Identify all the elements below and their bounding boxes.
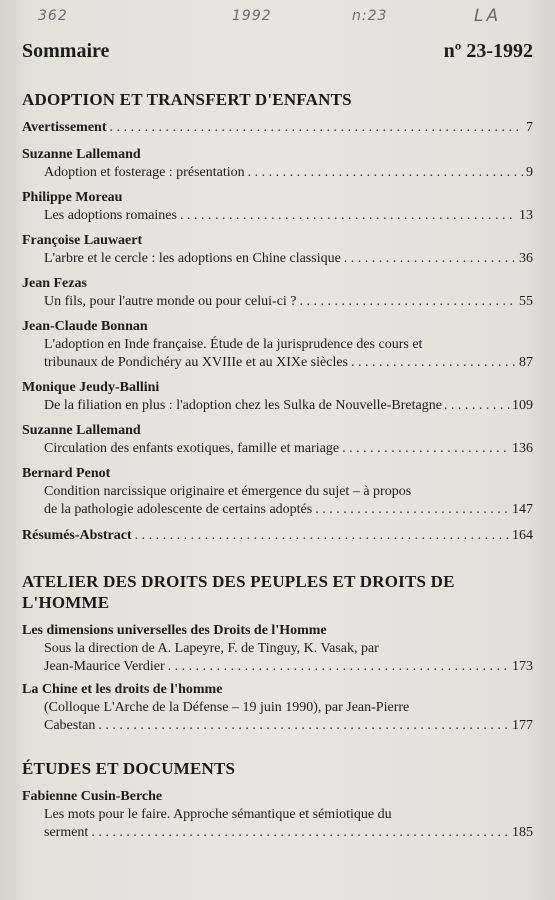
toc-entry bbox=[22, 318, 533, 372]
section-title bbox=[22, 571, 533, 613]
page-number: 109 bbox=[512, 398, 533, 413]
handwritten-note: 362 bbox=[38, 8, 68, 24]
dot-leader bbox=[168, 658, 509, 676]
article-title: L'adoption en Inde française. Étude de la jurisprudence des cours et bbox=[44, 337, 423, 352]
page-number: 185 bbox=[512, 825, 533, 840]
toc-line bbox=[22, 207, 533, 225]
page-number: 173 bbox=[512, 659, 533, 674]
author-name: Suzanne Lallemand bbox=[22, 147, 141, 162]
page-number: 9 bbox=[526, 165, 533, 180]
author-name: Jean Fezas bbox=[22, 276, 87, 291]
page-title: Sommaire bbox=[22, 40, 110, 62]
article-title: Les adoptions romaines bbox=[44, 208, 177, 223]
article-title-continued: tribunaux de Pondichéry au XVIIIe et au XIXe siècles bbox=[44, 355, 349, 370]
author-name: Suzanne Lallemand bbox=[22, 423, 141, 438]
article-title: La Chine et les droits de l'homme bbox=[22, 682, 223, 697]
article-subtitle: Sous la direction de A. Lapeyre, F. de Tinguy, K. Vasak, par bbox=[44, 641, 379, 656]
toc-entry bbox=[22, 146, 533, 182]
toc-line bbox=[22, 293, 533, 311]
article-title-continued: serment bbox=[44, 825, 89, 840]
author-name: Fabienne Cusin-Berche bbox=[22, 789, 163, 804]
toc-line bbox=[22, 397, 533, 415]
article-title: Un fils, pour l'autre monde ou pour celui-ci ? bbox=[44, 294, 297, 309]
dot-leader bbox=[342, 440, 509, 458]
toc-entry bbox=[22, 189, 533, 225]
issue-number: nº 23-1992 bbox=[443, 40, 533, 62]
author-name: Françoise Lauwaert bbox=[22, 233, 143, 248]
dot-leader bbox=[351, 354, 516, 372]
dot-leader bbox=[180, 207, 516, 225]
author-name: Bernard Penot bbox=[22, 466, 111, 481]
toc-entry bbox=[22, 681, 533, 735]
dot-leader bbox=[248, 164, 523, 182]
article-title-continued: de la pathologie adolescente de certains adoptés bbox=[44, 502, 313, 517]
toc-entry bbox=[22, 119, 533, 137]
toc-line bbox=[22, 501, 533, 519]
page-number: 164 bbox=[512, 528, 533, 543]
section-title: ADOPTION ET TRANSFERT D'ENFANTS bbox=[22, 90, 352, 109]
toc-line bbox=[22, 440, 533, 458]
article-subtitle-continued: Cabestan bbox=[44, 718, 96, 733]
toc-entry bbox=[22, 232, 533, 268]
dot-leader bbox=[110, 119, 524, 137]
dot-leader bbox=[300, 293, 516, 311]
handwritten-note: n:23 bbox=[352, 8, 388, 24]
toc-entry bbox=[22, 379, 533, 415]
toc-entry bbox=[22, 527, 533, 545]
toc-line bbox=[22, 527, 533, 545]
author-name: Monique Jeudy-Ballini bbox=[22, 380, 160, 395]
page-number: 136 bbox=[512, 441, 533, 456]
toc-entry bbox=[22, 465, 533, 519]
page-number: 147 bbox=[512, 502, 533, 517]
dot-leader bbox=[135, 527, 509, 545]
toc-label: Avertissement bbox=[22, 120, 107, 135]
page-number: 177 bbox=[512, 718, 533, 733]
section-title: ÉTUDES ET DOCUMENTS bbox=[22, 759, 236, 778]
page-number: 87 bbox=[519, 355, 533, 370]
page-number: 55 bbox=[519, 294, 533, 309]
section-title-line: L'HOMME bbox=[22, 593, 110, 612]
toc-line bbox=[22, 824, 533, 842]
article-title: L'arbre et le cercle : les adoptions en Chine classique bbox=[44, 251, 341, 266]
toc-line bbox=[22, 717, 533, 735]
author-name: Philippe Moreau bbox=[22, 190, 123, 205]
toc-label: Résumés-Abstract bbox=[22, 528, 132, 543]
article-title: Les dimensions universelles des Droits de l'Homme bbox=[22, 623, 327, 638]
dot-leader bbox=[98, 717, 509, 735]
article-title: Adoption et fosterage : présentation bbox=[44, 165, 245, 180]
article-title: Condition narcissique originaire et émergence du sujet – à propos bbox=[44, 484, 412, 499]
toc-line bbox=[22, 164, 533, 182]
handwritten-note: LA bbox=[474, 6, 502, 26]
dot-leader bbox=[444, 397, 510, 415]
page-number: 13 bbox=[519, 208, 533, 223]
toc-line bbox=[22, 658, 533, 676]
toc-line bbox=[22, 354, 533, 372]
article-title: Circulation des enfants exotiques, famille et mariage bbox=[44, 441, 340, 456]
page-header bbox=[22, 40, 533, 66]
handwritten-note: 1992 bbox=[232, 8, 272, 24]
dot-leader bbox=[344, 250, 516, 268]
article-subtitle: (Colloque L'Arche de la Défense – 19 juin 1990), par Jean-Pierre bbox=[44, 700, 410, 715]
page-number: 36 bbox=[519, 251, 533, 266]
author-name: Jean-Claude Bonnan bbox=[22, 319, 148, 334]
article-subtitle-continued: Jean-Maurice Verdier bbox=[44, 659, 165, 674]
dot-leader bbox=[91, 824, 509, 842]
toc-line bbox=[22, 119, 533, 137]
toc-entry bbox=[22, 422, 533, 458]
section-title-line: ATELIER DES DROITS DES PEUPLES ET DROITS DE bbox=[22, 572, 455, 591]
dot-leader bbox=[315, 501, 509, 519]
toc-entry bbox=[22, 788, 533, 842]
page-number: 7 bbox=[526, 120, 533, 135]
toc-entry bbox=[22, 275, 533, 311]
article-title: Les mots pour le faire. Approche sémantique et sémiotique du bbox=[44, 807, 392, 822]
toc-line bbox=[22, 250, 533, 268]
toc-entry bbox=[22, 622, 533, 676]
article-title: De la filiation en plus : l'adoption chez les Sulka de Nouvelle-Bretagne bbox=[44, 398, 442, 413]
